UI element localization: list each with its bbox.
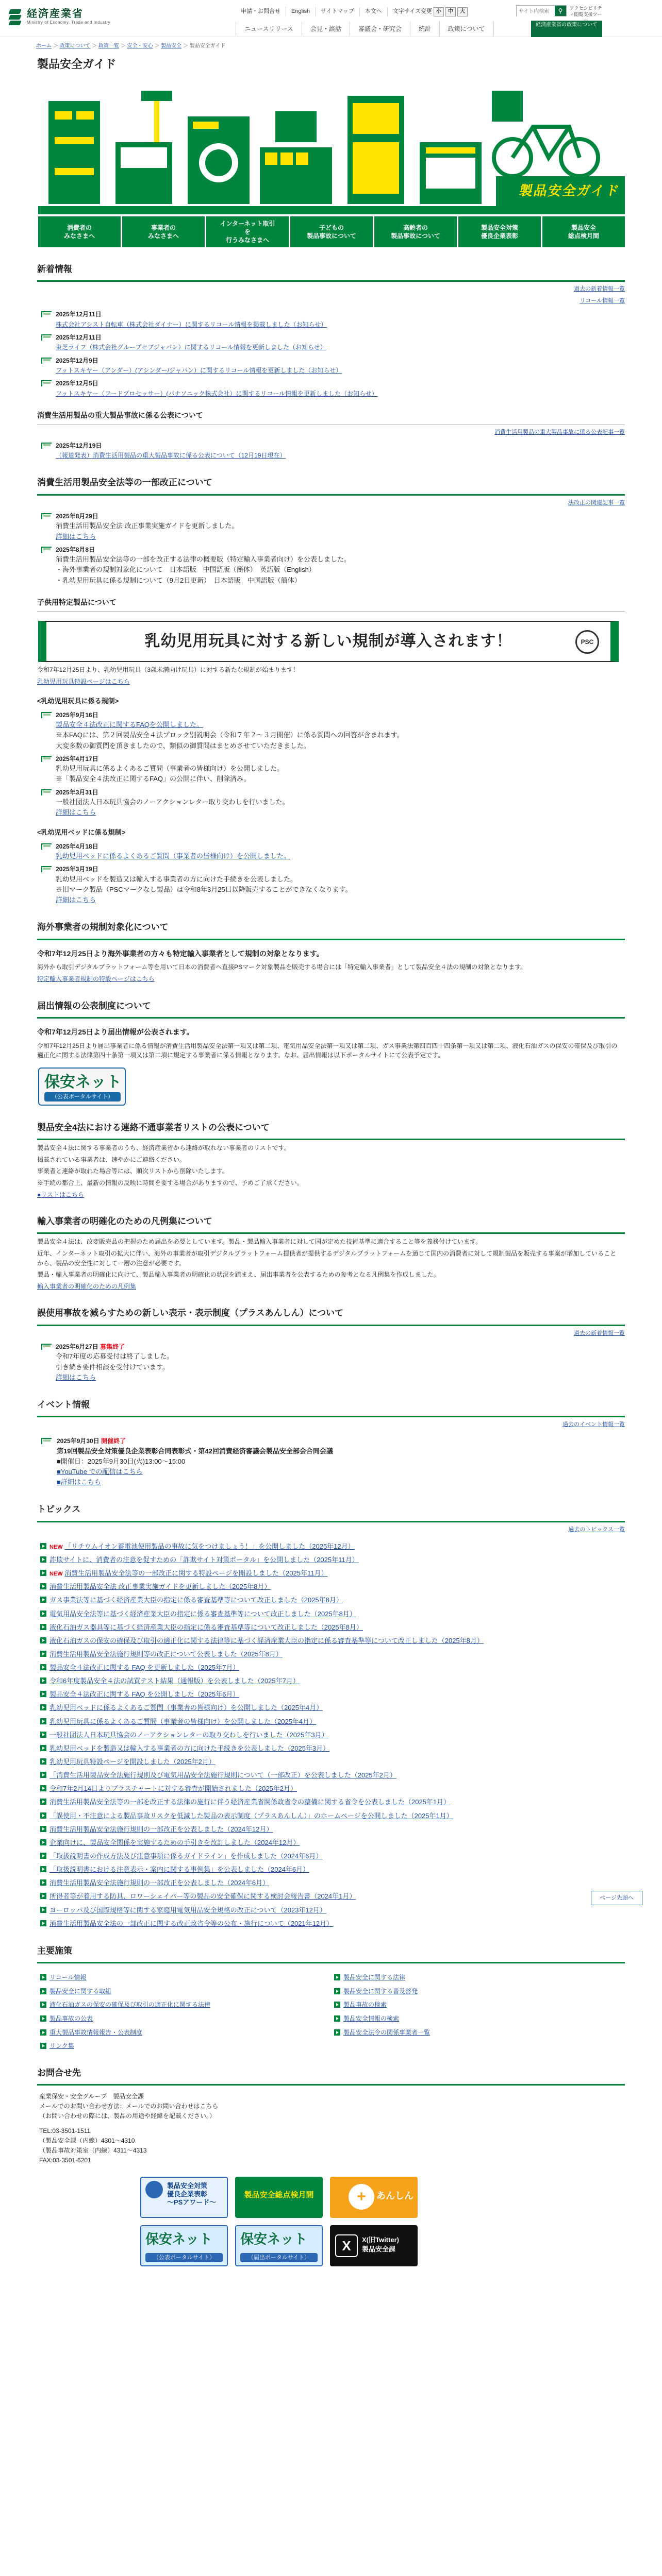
topic-link[interactable]: 令和6年度製品安全４法の試買テスト結果（通報版）を公表しました（2025年7月） (49, 1677, 300, 1685)
breadcrumb-policy-list[interactable]: 政策一覧 (98, 43, 119, 49)
main-policy-item (40, 1973, 313, 1982)
section-plus-anshin-heading: 誤使用事故を減らすための新しい表示・表示制度（プラスあんしん）について (37, 1307, 625, 1326)
news-item: 2025年3月31日 一般社団法人日本玩具協会のノーアクションレター取り交わしを行いました。 詳細はこちら (40, 788, 618, 818)
new-badge: NEW (49, 1571, 63, 1578)
plus-detail-link[interactable]: 詳細はこちら (56, 1373, 96, 1381)
main-policy-link[interactable]: 製品安全に関する普及啓発 (343, 1987, 418, 1995)
recall-list-link[interactable]: リコール情報一覧 (580, 297, 625, 304)
main-policy-item (334, 1973, 607, 1982)
category-consumers[interactable]: 消費者の みなさまへ (38, 216, 121, 247)
arrow-icon (40, 1907, 46, 1913)
arrow-icon (40, 1812, 46, 1819)
topic-link[interactable]: 液化石油ガスの保安の確保及び取引の適正化に関する法律等に基づく経済産業大臣の指定に係る審査基準等について改正しました（2025年8月） (49, 1636, 484, 1645)
plus-icon: + (349, 2184, 374, 2210)
ps-award-banner[interactable]: 製品安全対策 優良企業表彰 ～PSアワード～ (140, 2177, 228, 2218)
main-policy-item (40, 1987, 313, 1996)
main-policy-item (40, 2041, 313, 2051)
main-policy-item (40, 2000, 313, 2010)
arrow-icon (40, 1920, 46, 1926)
topic-item (40, 1878, 618, 1888)
topic-link[interactable]: 消費生活用製品安全法 改正事業実施ガイドを更新しました（2025年8月） (49, 1583, 271, 1591)
topic-link[interactable]: ヨーロッパ及び国際規格等に関する家庭用電気用品安全規格の改正について（2023年12月） (49, 1906, 326, 1914)
arrow-icon (40, 1611, 46, 1617)
section-law-heading: 消費生活用製品安全法等の一部改正について (37, 476, 625, 495)
topic-item (40, 1649, 618, 1659)
search-icon[interactable]: ⚲ (555, 6, 566, 16)
topic-item (40, 1824, 618, 1835)
event-item: 2025年9月30日 開催終了 第19回製品安全対策優良企業表彰合同表彰式・第42回消費経済審議会製品安全部会合同会議 ■開催日：2025年9月30日(火)13:00～15:00 ■YouTube での配信はこちら ■詳細はこちら (40, 1436, 618, 1487)
topic-item (40, 1541, 618, 1552)
topic-link[interactable]: 製品安全４法改正に関する FAQ を更新しました（2025年7月） (49, 1664, 240, 1672)
topic-item (40, 1622, 618, 1633)
inquiry-line: FAX:03-3501-6201 (39, 2157, 91, 2164)
news-item: 2025年12月5日 フットスキヤー（フードプロセッサー）(パナソニック株式会社）に関するリコール情報を更新しました（お知らせ） (40, 379, 618, 399)
arrow-icon (40, 1691, 46, 1697)
topic-link[interactable]: 「リチウムイオン蓄電池使用製品の事故に気をつけましょう！」を公開しました（2025年12月） (64, 1542, 355, 1550)
arrow-icon (40, 1732, 46, 1738)
inquiry-line[interactable]: メールでのお問い合わせ方法：メールでのお問い合わせはこちら (39, 2103, 219, 2110)
arrow-icon (40, 1853, 46, 1859)
section-event-heading: イベント情報 (37, 1398, 625, 1417)
news-link[interactable]: 株式会社アシスト自転車（株式会社ダイナー）に関するリコール情報を掲載しました（お知らせ） (56, 320, 327, 328)
main-policy-link[interactable]: 製品安全法令の関係事業者一覧 (343, 2028, 431, 2036)
law-archive-link[interactable]: 法改正の関連記事一覧 (568, 499, 625, 506)
main-policy-link[interactable]: 製品事故の公表 (49, 2015, 93, 2022)
topic-item (40, 1609, 618, 1619)
category-elderly[interactable]: 高齢者の 製品事故について (374, 216, 457, 247)
plus-anshin-banner[interactable]: + あんしん (330, 2177, 418, 2218)
serious-accident-archive-link[interactable]: 消費生活用製品の重大製品事故に係る公表記事一覧 (494, 429, 625, 435)
arrow-icon (40, 1677, 46, 1684)
site-search (516, 5, 567, 16)
page-top-button[interactable]: ページ先頭へ (591, 1891, 642, 1905)
serious-accident-link[interactable]: （報道発表）消費生活用製品の重大製品事故に係る公表について（12月19日現在） (56, 452, 286, 460)
search-input[interactable] (517, 7, 554, 17)
category-children[interactable]: 子どもの 製品事故について (290, 216, 373, 247)
topic-item (40, 1784, 618, 1794)
inquiry-line: （製品安全課（内線）4301〜4310 (39, 2137, 135, 2145)
util-link-sitemap[interactable]: サイトマップ (316, 7, 360, 16)
main-policy-link[interactable]: リコール情報 (49, 1974, 87, 1981)
arrow-icon (40, 1637, 46, 1643)
topic-item (40, 1905, 618, 1916)
meti-logo-mark (7, 8, 23, 26)
arrow-icon (334, 1974, 340, 1980)
topics-archive-link[interactable]: 過去のトピックス一覧 (568, 1526, 625, 1533)
section-child-heading: 子供用特定製品について (37, 597, 625, 612)
news-icon (40, 843, 53, 851)
topic-link[interactable]: 「取扱説明書の作成方法及び注意事項に係るガイドライン」を作成しました（2024年6月） (49, 1852, 323, 1860)
topic-link[interactable]: 消費生活用製品安全法等の一部改正に関する特設ページを開設しました（2025年11月） (64, 1569, 328, 1578)
news-link[interactable]: フットスキヤー（アンダー）(アシンダー/ジャパン）に関するリコール情報を更新しました（お知らせ） (56, 367, 342, 375)
topic-item (40, 1730, 618, 1740)
category-internet-trade[interactable]: インターネット取引 を 行うみなさまへ (206, 216, 289, 247)
arrow-icon (40, 1570, 46, 1576)
arrow-icon (334, 2015, 340, 2022)
hoan-net-notify-banner[interactable]: 保安ネット （届出ポータルサイト） (235, 2225, 323, 2266)
topic-item (40, 1689, 618, 1700)
topic-link[interactable]: 乳幼児用玩具特設ページを開設しました（2025年2月） (49, 1758, 216, 1766)
textsize-control (388, 7, 473, 16)
main-content: ホーム ＞ 政策について ＞ 政策一覧 ＞ 安全・安心 ＞ 製品安全 ＞ 製品安全ガイド 製品安全ガイド 製品安全ガイド 消費者の みなさまへ 事業者の みなさまへ インターネット取引 を 行うみなさまへ 子どもの 製品事故について 高齢者の 製品事故について 製品安全対策 優良企業表彰 製品安全 総点検月間 新着情報 過去の新着情報一覧 リコール情報一覧 2025年12月11日 株式会社アシスト自転車（株式会社ダイナー）に関するリコール情報を掲載しました（お知らせ） 2025年12月11日 東芝ライフ（株式会社グループセブジャパン）に関するリコール情報を更新しました（お知らせ） 2025年12月9日 フットスキヤー（アンダー）(アシンダー/ジャパン）に関するリコール情報を更新しました（お知らせ） 2025年12月5日 フットスキヤー（フードプロセッサー）(パナソニック株式会社）に関するリコール情報を更新しました（お知らせ） 消費生活用製品の重大製品事故に係る公表について 消費生活用製品の重大製品事故に係る公表記事一覧 2025年12月19日 （報道発表）消費生活用製品の重大製品事故に係る公表について（12月19日現在） 消費生活用製品安全法等の一部改正について 法改正の関連記事一覧 2025年8月29日 消費生活用製品安全法 改正事業実施ガイドを更新しました。 詳細はこちら 2025年8月8日 消費生活用製品安全法等の一部を改正する法律の概要版（特定輸入事業者向け）を公表しました。 ・海外事業者の規制対象化について 日本語版 中国語版（簡体） 英語版（English） ・乳幼児用玩具に係る規制について（9月2日更新） 日本語版 中国語版（簡体） 子供用特定製品について 乳幼児用玩具に対する新しい規制が導入されます！ PSC 令和7年12月25日より、乳幼児用玩具（3歳未満向け玩具）に対する新たな規制が始まります！ 乳幼児用玩具特設ページはこちら <乳幼児用玩具に係る規制> 2025年9月16日 製品安全４法改正に関するFAQを公開しました。 ※本FAQには、第２回製品安全４法プロック別説明会（令和７年２～３月開催）に係る質問への回答が含まれます。 大変多数の御質問を頂きましたので、類似の御質問はまとめさせていただきました。 2025年4月17日 乳幼児用玩具に係るよくあるご質問（事業者の皆様向け）を公開しました。 ※「製品安全４法改正に関するFAQ」の公開に伴い、削除済み。 2025年3月31日 一般社団法人日本玩具協会のノーアクションレター取り交わしを行いました。 詳細はこちら <乳幼児用ベッドに係る規制> 2025年4月18日 乳幼児用ベッドに係るよくあるご質問（事業者の皆様向け）を公開しました。 2025年3月19日 乳幼児用ベッドを製造又は輸入する事業者の方に向けた手続きを公表しました。 ※旧マーク製品（PSCマークなし製品）は令和8年3月25日以降販売することができなくなります。 詳細はこちら 海外事業者の規制対象化について 令和7年12月25日より海外事業者の方々も特定輸入事業者として規制の対象となります。 海外から取引デジタルプラットフォーム等を用いて日本の消費者へ直接PSマーク対象製品を販売する場合には「特定輸入事業者」として製品安全４法の規制の対象となります。 特定輸入事業者規制の特設ページはこちら 届出情報の公表制度について 令和7年12月25日より届出情報が公表されます。 令和7年12月25日より届出事業者に係る情報が消費生活用製品安全法第一項又は第二項、電気用品安全法第一項又は第二項、ガス事業法第四百四十四条第一項又は第二項、液化石油ガスの保安の確保及び取引の適正化に関する法律第四十条第一項又は第二項に規定する事業者に係る情報となります。なお、届出情報は以下ポータルサイトにて公表予定です。 保安ネット （公表ポータルサイト） 製品安全4法における連絡不通事業者リストの公表について 製品安全４法に関する事業者のうち、経済産業省から連絡が取れない事業者のリストです。 掲載されている事業者は、速やかにご連絡ください。 事業者と連絡が取れた場合等には、順次リストから削除いたします。 ※手続の都合上、最新の情報の反映に時間を要する場合がありますので、予めご了承ください。 ●リストはこちら 輸入事業者の明確化のための凡例集について 製品安全４法は、改変販売品の把握のため届出を必要としています。製品・製品輸入事業者に対して国が定めた技術基準に適合すること等を義務付けています。 近年、インターネット取引の拡大に伴い、海外の事業者が取引デジタルプラットフォーム提供者が提供するデジタルプラットフォームを通じて国内の消費者に対して規制製品を販売する事案が増加していることから、製品の安全性に対して一層の注意が必要です。 製品・輸入事業者の明確化に向けて、製品輸入事業者の明確化の状況を踏まえ、届出事業者を公表するための参考となる凡例集を作成しました。 輸入事業者の明確化のための凡例集 誤使用事故を減らすための新しい表示・表示制度（プラスあんしん）について 過去の新着情報一覧 2025年6月27日 募集終了 令和7年度の応募受付は終了しました。 引き続き要件相談を受付けています。 詳細はこちら イベント情報 過去のイベント情報一覧 2025年9月30日 開催終了 第19回製品安全対策優良企業表彰合同表彰式・第42回消費経済審議会製品安全部会合同会議 ■開催日：2025年9月30日(火)13:00～15:00 ■YouTube での配信はこちら ■詳細はこちら トピックス 過去のトピックス一覧 NEW 「リチウムイオン蓄電池使用製品の事故に気をつけましょう！」を公開しました（2025年12月） 詐欺サイトに、消費者の注意を促すための「詐欺サイト対策ポータル」を公開しました（2025年11月） NEW 消費生活用製品安全法等の一部改正に関する特設ページを開設しました（2025年11月） 消費生活用製品安全法 改正事業実施ガイドを更新しました（2025年8月） ガス事業法等に基づく経済産業大臣の指定に係る審査基準等について改正しました（2025年8月） 電気用品安全法等に基づく経済産業大臣の指定に係る審査基準等について改正しました（2025年8月） 液化石油ガス器具等に基づく経済産業大臣の指定に係る審査基準等について改正しました（2025年8月） 液化石油ガスの保安の確保及び取引の適正化に関する法律等に基づく経済産業大臣の指定に係る審査基準等について改正しました（2025年8月） 消費生活用製品安全法施行規則等の改正について公表しました（2025年8月） 製品安全４法改正に関する FAQ を更新しました（2025年7月） 令和6年度製品安全４法の試買テスト結果（通報版）を公表しました（2025年7月） 製品安全４法改正に関する FAQ を公開しました（2025年6月） 乳幼児用ベッドに係るよくあるご質問（事業者の皆様向け）を公開しました（2025年4月） 乳幼児用玩具に係るよくあるご質問（事業者の皆様向け）を公開しました（2025年4月） 一般社団法人日本玩具協会のノーアクションレターの取り交わしを行いました（2025年3月） 乳幼児用ベッドを製造又は輸入する事業者の方に向けた手続きを公表しました（2025年3月） 乳幼児用玩具特設ページを開設しました（2025年2月） 「消費生活用製品安全法施行規則及び電気用品安全法施行規則について（一部改正）を公表しました（2025年2月） 令和7年2月14日よりブラスチャートに対する審査が開始されました（2025年2月） 消費生活用製品安全法等の一部を改正する法律の施行に伴う経済産業省関係政省令の整備に関する省令を公表しました（2025年1月） 「誤使用・不注意による製品事故リスクを低減した製品の表示制度（プラスあんしん）」のホームページを公開しました（2025年1月） 消費生活用製品安全法施行規則の一部改正を公表しました（2024年12月） 企業向けに、製品安全関係を実施するための手引きを改訂しました（2024年12月） 「取扱説明書の作成方法及び注意事項に係るガイドライン」を作成しました（2024年6月） 「取扱説明書における注意表示・案内に関する事例集」を公表しました（2024年6月） 消費生活用製品安全法施行規則の一部改正を公表しました（2024年6月） 所得者等が着用する防具、ロワーシェイバー等の製品の安全確保に関する検討会報告書（2024年1月） ヨーロッパ及び国際規格等に関する家庭用電気用品安全規格の改正について（2023年12月） 消費生活用製品安全法の一部改正に関する改正政省令等の公布・施行について（2021年12月） 主要施策 リコール情報 製品安全に関する法律 製品安全に関する取組 製品安全に関する普及啓発 液化石油ガスの保安の確保及び取引の適正化に関する法律 製品事故の検索 製品事故の公表 製品安全情報の検索 重大製品事故情報報告・公表制度 製品安全法令の関係事業者一覧 リンク集 お問合せ先 産業保安・安全グループ 製品安全課 メールでのお問い合わせ方法：メールでのお問い合わせはこちら （お問い合わせの際には、製品の用途や経緯を記載ください。） TEL:03-3501-1511 （製品安全課（内線）4301〜4310 （製品事故対策室（内線）4311〜4313 FAX:03-3501-6201 製品安全対策 優良企業表彰 ～PSアワード～ 製品安全総点検月間 + あんしん 保安ネット （公表ポータルサイト） 保安ネット （届出ポータルサイト） X X(旧Twitter) 製品安全課 (27, 42, 635, 2266)
news-icon (40, 756, 53, 763)
news-item: 2025年4月18日 乳幼児用ベッドに係るよくあるご質問（事業者の皆様向け）を公開しました。 (40, 842, 618, 862)
news-icon (40, 866, 53, 873)
news-icon (40, 712, 53, 719)
topic-link[interactable]: 詐欺サイトに、消費者の注意を促すための「詐欺サイト対策ポータル」を公開しました（2025年11月） (49, 1555, 359, 1564)
topic-link[interactable]: 電気用品安全法等に基づく経済産業大臣の指定に係る審査基準等について改正しました（2025年8月） (49, 1609, 356, 1618)
inquiry-line (39, 2121, 635, 2126)
toy-regulation-heading: <乳幼児用玩具に係る規制> (37, 697, 119, 705)
topic-item (40, 1797, 618, 1807)
topic-item (40, 1851, 618, 1861)
event-archive-link[interactable]: 過去のイベント情報一覧 (562, 1421, 625, 1428)
topic-item (40, 1770, 618, 1781)
topic-link[interactable]: 消費生活用製品安全法施行規則等の改正について公表しました（2025年8月） (49, 1650, 283, 1658)
main-policy-item (334, 2014, 607, 2024)
util-link-english[interactable]: English (286, 7, 316, 16)
law-detail-link[interactable]: 詳細はこちら (56, 532, 96, 540)
breadcrumb-safety[interactable]: 安全・安心 (127, 43, 153, 49)
news-item: 2025年8月8日 消費生活用製品安全法等の一部を改正する法律の概要版（特定輸入事業者向け）を公表しました。 ・海外事業者の規制対象化について 日本語版 中国語版（簡体） 英語版（English） ・乳幼児用玩具に係る規制について（9月2日更新） 日本語版 中国語版（簡体） (40, 545, 618, 586)
inquiry-line: 産業保安・安全グループ 製品安全課 (39, 2093, 144, 2100)
topic-link[interactable]: 乳幼児用玩具に係るよくあるご質問（事業者の皆様向け）を公開しました（2025年4月） (49, 1717, 317, 1725)
gnav-news-release[interactable]: ニュースリリース (236, 22, 302, 36)
arrow-icon (40, 1624, 46, 1630)
news-icon (40, 334, 53, 342)
topic-link[interactable]: 一般社団法人日本玩具協会のノーアクションレターの取り交わしを行いました（2025年3月） (49, 1731, 328, 1739)
main-policy-link[interactable]: 製品事故の検索 (343, 2001, 387, 2009)
inquiry-line: （お問い合わせの際には、製品の用途や経緯を記載ください。） (39, 2112, 216, 2120)
section-topics-heading: トピックス (37, 1503, 625, 1522)
contact-list-link[interactable]: ●リストはこちら (37, 1191, 85, 1198)
news-icon (40, 513, 53, 520)
topic-link[interactable]: ガス事業法等に基づく経済産業大臣の指定に係る審査基準等について改正しました（2025年8月） (49, 1596, 343, 1604)
youtube-link[interactable]: ■YouTube での配信はこちら (57, 1468, 143, 1476)
hoan-net-public-banner[interactable]: 保安ネット （公表ポータルサイト） (140, 2225, 228, 2266)
main-policy-link[interactable]: 製品安全情報の検索 (343, 2015, 400, 2022)
bed-regulation-heading: <乳幼児用ベッドに係る規制> (37, 828, 126, 836)
bed-faq-link[interactable]: 乳幼児用ベッドに係るよくあるご質問（事業者の皆様向け）を公開しました。 (56, 852, 291, 860)
topic-link[interactable]: 「取扱説明書における注意表示・案内に関する事例集」を公表しました（2024年6月） (49, 1866, 310, 1874)
topic-link[interactable]: 消費生活用製品安全法等の一部を改正する法律の施行に伴う経済産業省関係政省令の整備に関する省令を公表しました（2025年1月） (49, 1798, 451, 1806)
bed-detail-link[interactable]: 詳細はこちら (56, 896, 96, 904)
topic-item (40, 1865, 618, 1875)
psc-mark-icon: PSC (575, 630, 599, 654)
event-detail-link[interactable]: ■詳細はこちら (57, 1478, 101, 1486)
arrow-icon (334, 2002, 340, 2008)
topic-link[interactable]: 乳幼児用ベッドに係るよくあるご質問（事業者の皆様向け）を公開しました（2025年4月） (49, 1704, 323, 1712)
meti-logo[interactable] (7, 8, 110, 26)
gnav-council[interactable]: 審議会・研究会 (350, 22, 410, 36)
category-inspection-month[interactable]: 製品安全 総点検月間 (542, 216, 625, 247)
util-link-main-content[interactable]: 本文へ (360, 7, 388, 16)
arrow-icon (40, 1597, 46, 1603)
arrow-icon (40, 1988, 46, 1994)
news-icon (40, 358, 53, 365)
topic-link[interactable]: 製品安全４法改正に関する FAQ を公開しました（2025年6月） (49, 1690, 240, 1699)
site-header (0, 0, 662, 37)
news-icon (40, 547, 53, 554)
inspection-month-banner[interactable]: 製品安全総点検月間 (235, 2177, 323, 2218)
section-main-policy-heading: 主要施策 (37, 1944, 625, 1963)
news-archive-link[interactable]: 過去の新着情報一覧 (574, 285, 625, 292)
news-item: 2025年12月19日 （報道発表）消費生活用製品の重大製品事故に係る公表について（12月19日現在） (40, 441, 618, 461)
topic-item (40, 1717, 618, 1727)
util-link-inquiry[interactable]: 申請・お問合せ (236, 7, 286, 16)
news-item: 2025年4月17日 乳幼児用玩具に係るよくあるご質問（事業者の皆様向け）を公開しました。 ※「製品安全４法改正に関するFAQ」の公開に伴い、削除済み。 (40, 754, 618, 785)
news-link[interactable]: フットスキヤー（フードプロセッサー）(パナソニック株式会社）に関するリコール情報を更新しました（お知らせ） (56, 389, 378, 397)
arrow-icon (40, 1974, 46, 1980)
logo-jp: 経済産業省 (27, 8, 84, 20)
arrow-icon (40, 1664, 46, 1670)
no-action-letter-link[interactable]: 詳細はこちら (56, 808, 96, 817)
page-title: 製品安全ガイド (37, 57, 117, 71)
foreign-special-page-link[interactable]: 特定輸入事業者規制の特設ページはこちら (37, 975, 155, 983)
topic-item (40, 1811, 618, 1821)
news-list (40, 310, 618, 399)
global-nav (236, 22, 494, 36)
news-link[interactable]: 東芝ライフ（株式会社グループセブジャパン）に関するリコール情報を更新しました（お知らせ） (56, 344, 326, 351)
arrow-icon (40, 1772, 46, 1778)
arrow-icon (40, 2002, 46, 2008)
arrow-icon (40, 1839, 46, 1845)
topic-item (40, 1838, 618, 1848)
topic-link[interactable]: 液化石油ガス器具等に基づく経済産業大臣の指定に係る審査基準等について改正しました（2025年8月） (49, 1623, 363, 1631)
news-icon (40, 443, 53, 450)
news-item: 2025年12月9日 フットスキヤー（アンダー）(アシンダー/ジャパン）に関するリコール情報を更新しました（お知らせ） (40, 356, 618, 376)
topic-link[interactable]: 「消費生活用製品安全法施行規則及び電気用品安全法施行規則について（一部改正）を公表しました（2025年2月） (49, 1771, 396, 1780)
x-logo-icon: X (335, 2234, 358, 2257)
section-foreign-heading: 海外事業者の規制対象化について (37, 921, 625, 940)
arrow-icon (40, 2043, 46, 2049)
arrow-icon (40, 2029, 46, 2036)
arrow-icon (40, 1879, 46, 1886)
news-item: 2025年6月27日 募集終了 令和7年度の応募受付は終了しました。 引き続き要件相談を受付けています。 詳細はこちら (40, 1342, 618, 1383)
topic-item (40, 1743, 618, 1754)
arrow-icon (40, 1866, 46, 1872)
main-policy-item (40, 2028, 313, 2038)
breadcrumb-policy[interactable]: 政策について (59, 43, 91, 49)
main-policy-item (334, 2028, 607, 2038)
hero-illustration (38, 80, 625, 214)
topic-item (40, 1555, 618, 1565)
arrow-icon (40, 1826, 46, 1832)
x-account-banner[interactable]: X X(旧Twitter) 製品安全課 (330, 2225, 418, 2266)
policy-box-link[interactable]: 経済産業省の政策について (531, 21, 602, 37)
arrow-icon (40, 1745, 46, 1751)
category-award[interactable]: 製品安全対策 優良企業表彰 (458, 216, 541, 247)
topics-list (40, 1541, 618, 1929)
news-icon (40, 789, 53, 796)
category-businesses[interactable]: 事業者の みなさまへ (122, 216, 205, 247)
status-badge: 募集終了 (100, 1343, 125, 1350)
main-policy-link[interactable]: リンク集 (49, 2042, 74, 2050)
textsize-small-button[interactable]: 小 (434, 7, 444, 16)
news-icon (40, 380, 53, 387)
section-inquiry-heading: お問合せ先 (37, 2066, 625, 2086)
status-badge: 開催終了 (101, 1437, 126, 1445)
topic-link[interactable]: 企業向けに、製品安全関係を実施するための手引きを改訂しました（2024年12月） (49, 1838, 300, 1846)
topic-item (40, 1663, 618, 1673)
breadcrumb-current: 製品安全ガイド (189, 43, 226, 49)
logo-en: Ministry of Economy, Trade and Industry (27, 20, 111, 25)
main-policy-link[interactable]: 製品安全に関する取組 (49, 1987, 112, 1995)
hoan-net-banner[interactable]: 保安ネット （公表ポータルサイト） (38, 1067, 126, 1106)
inquiry-info (39, 2092, 635, 2165)
new-badge: NEW (49, 1544, 63, 1550)
topic-link[interactable]: 「誤使用・不注意による製品事故リスクを低減した製品の表示制度（プラスあんしん）」のホームページを公開しました（2025年1月） (49, 1811, 453, 1820)
topic-link[interactable]: 所得者等が着用する防具、ロワーシェイバー等の製品の安全確保に関する検討会報告書（2024年1月） (49, 1892, 356, 1901)
gnav-statistics[interactable]: 統計 (410, 22, 439, 36)
banner-text: 乳幼児用玩具に対する新しい規制が導入されます！ (144, 632, 512, 651)
arrow-icon (40, 1651, 46, 1657)
news-item: 2025年9月16日 製品安全４法改正に関するFAQを公開しました。 ※本FAQには、第２回製品安全４法プロック別説明会（令和７年２～３月開催）に係る質問への回答が含まれます。 大変多数の御質問を頂きましたので、類似の御質問はまとめさせていただきました。 (40, 710, 618, 751)
topic-item (40, 1703, 618, 1713)
arrow-icon (40, 1556, 46, 1563)
gnav-policy[interactable]: 政策について (439, 22, 494, 36)
arrow-icon (40, 2015, 46, 2022)
hero-ground (38, 206, 625, 214)
arrow-icon (40, 1718, 46, 1724)
topic-item (40, 1582, 618, 1592)
section-serious-accident-heading: 消費生活用製品の重大製品事故に係る公表について (37, 410, 625, 425)
arrow-icon (334, 1988, 340, 1994)
main-policy-item (334, 1987, 607, 1996)
textsize-large-button[interactable]: 大 (457, 7, 468, 16)
main-policy-link[interactable]: 製品安全に関する法律 (343, 1974, 406, 1981)
topic-item (40, 1568, 618, 1579)
topic-link[interactable]: 消費生活用製品安全法施行規則の一部改正を公表しました（2024年12月） (49, 1825, 273, 1833)
main-policy-link[interactable]: 重大製品事故情報報告・公表制度 (49, 2028, 143, 2036)
main-policy-item (334, 2000, 607, 2010)
news-item: 2025年3月19日 乳幼児用ベッドを製造又は輸入する事業者の方に向けた手続きを公表しました。 ※旧マーク製品（PSCマークなし製品）は令和8年3月25日以降販売することができなくなります。 詳細はこちら (40, 865, 618, 905)
news-item: 2025年12月11日 東芝ライフ（株式会社グループセブジャパン）に関するリコール情報を更新しました（お知らせ） (40, 333, 618, 353)
hero-title: 製品安全ガイド (518, 183, 621, 199)
news-icon (40, 1438, 53, 1445)
accessibility-tool-link[interactable]: アクセシビリティ閲覧支援ツー (569, 6, 602, 17)
topic-item (40, 1891, 618, 1902)
award-icon (145, 2181, 163, 2198)
arrow-icon (40, 1785, 46, 1791)
arrow-icon (40, 1893, 46, 1899)
inquiry-line: TEL:03-3501-1511 (39, 2127, 91, 2135)
section-news-heading: 新着情報 (37, 263, 625, 282)
arrow-icon (334, 2029, 340, 2036)
section-importer-heading: 輸入事業者の明確化のための凡例集について (37, 1215, 625, 1234)
inquiry-line: （製品事故対策室（内線）4311〜4313 (39, 2147, 147, 2155)
arrow-icon (40, 1543, 46, 1549)
topic-link[interactable]: 令和7年2月14日よりブラスチャートに対する審査が開始されました（2025年2月） (49, 1785, 297, 1793)
breadcrumb: ホーム ＞ 政策について ＞ 政策一覧 ＞ 安全・安心 ＞ 製品安全 ＞ 製品安全ガイド (36, 43, 226, 49)
infant-toy-regulation-banner[interactable] (38, 621, 619, 662)
section-contact-list-heading: 製品安全4法における連絡不通事業者リストの公表について (37, 1121, 625, 1140)
breadcrumb-product-safety[interactable]: 製品安全 (161, 43, 182, 49)
topic-item (40, 1636, 618, 1646)
main-policy-link[interactable]: 液化石油ガスの保安の確保及び取引の適正化に関する法律 (49, 2001, 211, 2009)
textsize-label: 文字サイズ変更 (392, 8, 432, 15)
arrow-icon (40, 1758, 46, 1765)
main-policy-list (40, 1973, 607, 2051)
section-notify-heading: 届出情報の公表制度について (37, 999, 625, 1019)
news-icon (40, 1344, 53, 1351)
utility-nav (236, 7, 473, 16)
topic-item (40, 1676, 618, 1686)
topic-item (40, 1595, 618, 1605)
arrow-icon (40, 1583, 46, 1589)
topic-link[interactable]: 消費生活用製品安全法の一部改正に関する改正政省令等の公布・施行について（2021年12月） (49, 1919, 334, 1927)
topic-item (40, 1919, 618, 1929)
arrow-icon (40, 1704, 46, 1710)
topic-link[interactable]: 消費生活用製品安全法施行規則の一部改正を公表しました（2024年6月） (49, 1879, 270, 1887)
category-nav (38, 216, 625, 247)
topic-item (40, 1757, 618, 1767)
arrow-icon (40, 1799, 46, 1805)
news-item: 2025年8月29日 消費生活用製品安全法 改正事業実施ガイドを更新しました。 詳細はこちら (40, 512, 618, 542)
topic-link[interactable]: 乳幼児用ベッドを製造又は輸入する事業者の方に向けた手続きを公表しました（2025年3月） (49, 1744, 330, 1752)
plus-archive-link[interactable]: 過去の新着情報一覧 (574, 1330, 625, 1336)
footer-banners (140, 2177, 635, 2266)
faq-link[interactable]: 製品安全４法改正に関するFAQを公開しました。 (56, 721, 204, 729)
breadcrumb-home[interactable]: ホーム (36, 43, 52, 49)
importer-examples-link[interactable]: 輸入事業者の明確化のための凡例集 (37, 1282, 137, 1290)
news-icon (40, 311, 53, 318)
news-item: 2025年12月11日 株式会社アシスト自転車（株式会社ダイナー）に関するリコール情報を掲載しました（お知らせ） (40, 310, 618, 330)
gnav-press[interactable]: 会見・談話 (302, 22, 350, 36)
infant-toy-special-page-link[interactable]: 乳幼児用玩具特設ページはこちら (37, 678, 130, 685)
main-policy-item (40, 2014, 313, 2024)
textsize-medium-button[interactable]: 中 (445, 7, 456, 16)
